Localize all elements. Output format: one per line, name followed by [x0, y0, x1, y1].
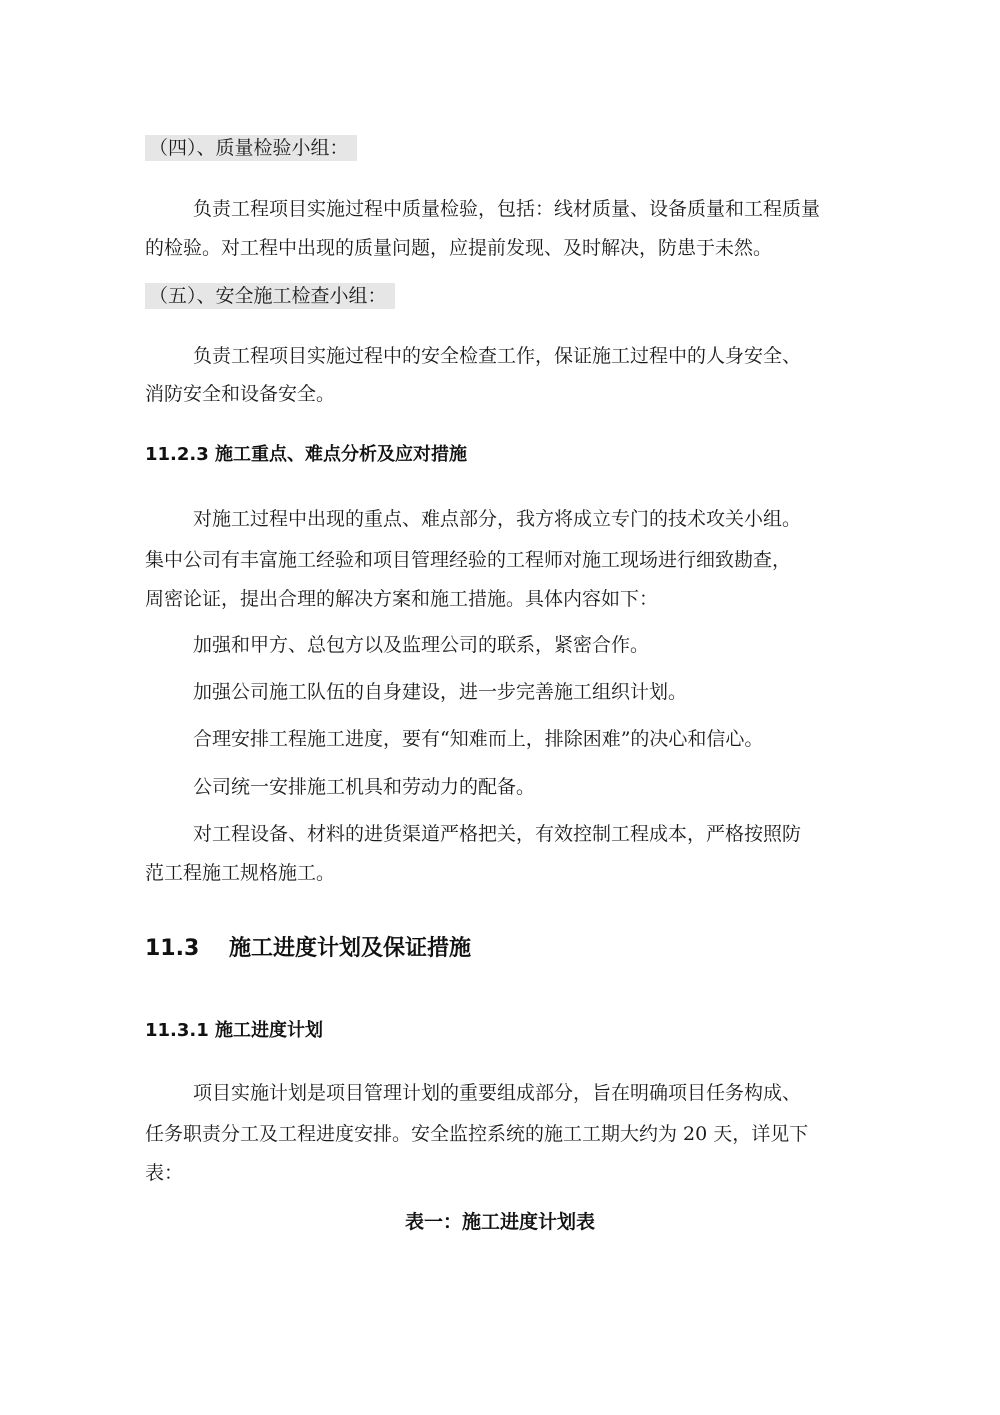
paragraph-line: 负责工程项目实施过程中质量检验，包括：线材质量、设备质量和工程质量: [193, 198, 821, 220]
paragraph-line: 对施工过程中出现的重点、难点部分，我方将成立专门的技术攻关小组。: [193, 508, 802, 530]
heading-11-3: [145, 931, 471, 962]
measure-item: 对工程设备、材料的进货渠道严格把关，有效控制工程成本，严格按照防: [193, 823, 802, 845]
section-heading-safety-inspection: [145, 281, 865, 308]
measure-item: 加强和甲方、总包方以及监理公司的联系，紧密合作。: [193, 634, 650, 656]
paragraph-line: 集中公司有丰富施工经验和项目管理经验的工程师对施工现场进行细致勘查，: [145, 549, 792, 571]
heading-number: 11.3: [145, 936, 200, 961]
heading-highlight: （四）、质量检验小组：: [145, 135, 357, 161]
heading-highlight: （五）、安全施工检查小组：: [145, 283, 395, 309]
heading-title: 施工进度计划及保证措施: [229, 936, 472, 961]
measure-item: 范工程施工规格施工。: [145, 862, 336, 884]
measure-item: 合理安排工程施工进度，要有“知难而上，排除困难”的决心和信心。: [193, 728, 764, 750]
paragraph-line: 消防安全和设备安全。: [145, 383, 336, 405]
section-heading-quality-inspection: [145, 133, 865, 160]
paragraph-line: 项目实施计划是项目管理计划的重要组成部分，旨在明确项目任务构成、: [193, 1082, 802, 1104]
heading-11-3-1: 11.3.1 施工进度计划: [145, 1020, 324, 1041]
heading-11-2-3: 11.2.3 施工重点、难点分析及应对措施: [145, 444, 468, 465]
paragraph-line: 表：: [145, 1162, 184, 1184]
paragraph-line: 任务职责分工及工程进度安排。安全监控系统的施工工期大约为 20 天，详见下: [145, 1123, 809, 1145]
paragraph-line: 负责工程项目实施过程中的安全检查工作，保证施工过程中的人身安全、: [193, 345, 802, 367]
table-caption: 表一：施工进度计划表: [404, 1211, 595, 1233]
measure-item: 公司统一安排施工机具和劳动力的配备。: [193, 776, 536, 798]
paragraph-line: 的检验。对工程中出现的质量问题，应提前发现、及时解决，防患于未然。: [145, 237, 773, 259]
measure-item: 加强公司施工队伍的自身建设，进一步完善施工组织计划。: [193, 681, 688, 703]
paragraph-line: 周密论证，提出合理的解决方案和施工措施。具体内容如下：: [145, 588, 659, 610]
